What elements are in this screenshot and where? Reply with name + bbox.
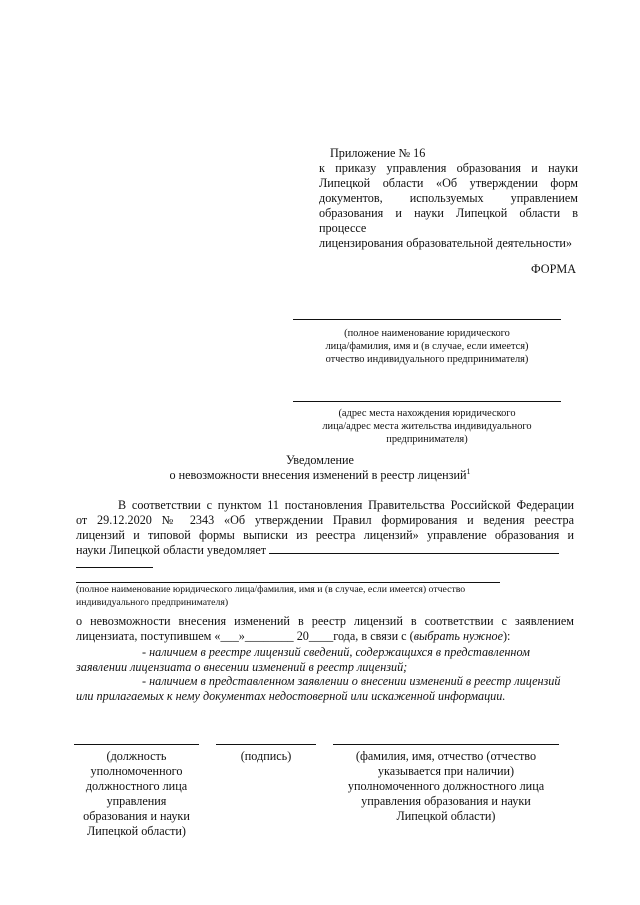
paragraph-text: ): (503, 629, 511, 643)
paragraph-line: от 29.12.2020 № 2343 «Об утверждении Правил формирования и ведения реестра (76, 513, 574, 527)
reason-line: - наличием в представленном заявлении о внесении изменений в реестр лицензий (142, 674, 561, 688)
paragraph-text: лицензиата, поступившем «_ (76, 629, 227, 643)
recipient-name-line (293, 319, 561, 320)
sign-signature-line (216, 744, 316, 745)
annex-line: к приказу управления образования и науки (319, 161, 578, 175)
fio-caption (323, 749, 569, 824)
sign-caption-line: (подпись) (240, 749, 292, 763)
recipient-caption-line: отчество индивидуального предпринимателя) (325, 354, 529, 365)
address-caption-line: лица/адрес места жительства индивидуального (322, 421, 532, 432)
organization-name-fill-line (269, 543, 559, 554)
reason-line: - наличием в реестре лицензий сведений, содержащихся в представленном (142, 645, 530, 659)
form-label: ФОРМА (531, 262, 576, 276)
fio-caption-line: Липецкой области) (396, 809, 496, 823)
reason-2 (76, 674, 574, 704)
fio-caption-line: уполномоченного должностного лица (347, 779, 545, 793)
reason-line: заявлении лицензиата о внесении изменений в реестр лицензий; (76, 660, 408, 674)
annex-line: образования и науки Липецкой области в процессе (319, 206, 578, 235)
paragraph-line: о невозможности внесения изменений в реестр лицензий в соответствии с заявлением (76, 614, 574, 628)
position-caption-line: образования и науки (83, 809, 190, 823)
fio-caption-line: управления образования и науки (361, 794, 531, 808)
notice-heading-title: Уведомление (286, 453, 354, 467)
paragraph-line (76, 543, 574, 558)
position-caption-line: управления (106, 794, 167, 808)
position-caption-line: (должность (106, 749, 167, 763)
annex-line: лицензирования образовательной деятельности» (319, 236, 573, 250)
sign-caption (216, 749, 316, 764)
position-caption-line: уполномоченного (90, 764, 183, 778)
fio-signature-line (333, 744, 559, 745)
notice-heading-subtitle-text: о невозможности внесения изменений в реестр лицензий (169, 468, 467, 482)
notice-heading (60, 453, 580, 483)
name-caption-line-2: индивидуального предпринимателя) (76, 597, 229, 608)
paragraph-line: лицензий и типовой формы выписки из реестра лицензий» управление образования и (76, 528, 574, 542)
paragraph-2 (76, 614, 574, 644)
recipient-caption-line: (полное наименование юридического (344, 328, 510, 339)
annex-title: Приложение № 16 (330, 146, 426, 160)
reason-1 (76, 645, 574, 675)
reason-line: или прилагаемых к нему документах недостоверной или искаженной информации. (76, 689, 506, 703)
name-caption-line-1: (полное наименование юридического лица/фамилия, имя и (в случае, если имеется) отчество (76, 584, 466, 595)
address-caption-line: предпринимателя) (386, 434, 468, 445)
position-signature-line (74, 744, 199, 745)
recipient-caption (285, 327, 569, 366)
fio-caption-line: указывается при наличии) (377, 764, 515, 778)
address-caption-line: (адрес места нахождения юридического (338, 408, 516, 419)
name-caption (76, 583, 576, 609)
annex-line: документов, используемых управлением (319, 191, 578, 205)
position-caption-line: должностного лица (85, 779, 188, 793)
position-caption (64, 749, 209, 839)
annex-block (319, 161, 578, 251)
paragraph-text: науки Липецкой области уведомляет (76, 543, 267, 557)
paragraph-line: В соответствии с пунктом 11 постановления Правительства Российской Федерации (118, 498, 574, 512)
paragraph-1 (76, 498, 574, 558)
annex-line: Липецкой области «Об утверждении форм (319, 176, 578, 190)
paragraph-text: __»________ 20____года, в связи с ( (226, 629, 414, 643)
organization-name-continuation-line (76, 567, 153, 568)
paragraph-line (76, 629, 574, 644)
fio-caption-line: (фамилия, имя, отчество (отчество (355, 749, 537, 763)
choose-hint: выбрать нужное (413, 629, 503, 643)
recipient-caption-line: лица/фамилия, имя и (в случае, если имеется) (325, 341, 529, 352)
footnote-marker: 1 (466, 466, 471, 476)
notice-heading-subtitle (60, 468, 580, 483)
address-caption (285, 407, 569, 446)
address-line (293, 401, 561, 402)
position-caption-line: Липецкой области) (86, 824, 186, 838)
